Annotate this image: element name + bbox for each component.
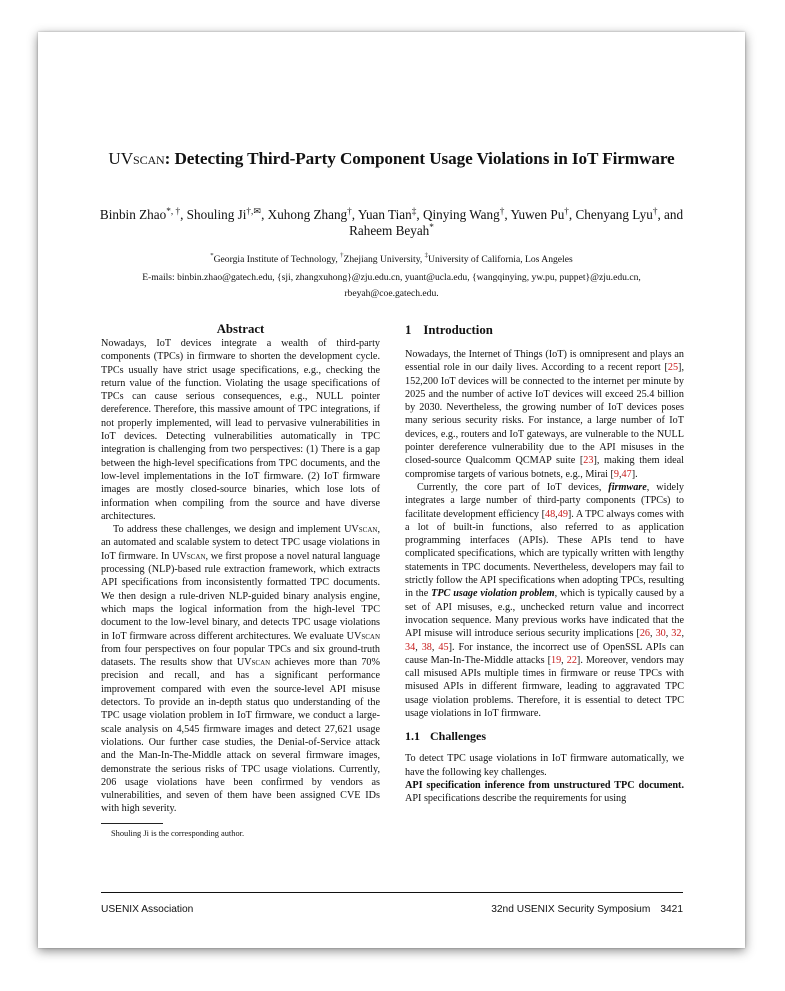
paper-title: UVscan: Detecting Third-Party Component Usage Violations in IoT Firmware <box>108 149 675 168</box>
right-column <box>405 322 684 806</box>
subsection-heading: 1.1 Challenges <box>405 729 487 744</box>
citation-link[interactable]: 47 <box>621 468 632 480</box>
author-affiliation-mark: † <box>347 206 352 216</box>
author-name: Qinying Wang <box>422 207 500 222</box>
page-number: 3421 <box>660 904 683 915</box>
author-affiliation-mark: † <box>652 206 658 216</box>
citation-link[interactable]: 30 <box>655 628 666 640</box>
abstract-paragraph: Nowadays, IoT devices integrate a wealth of third-party components (TPCs) in firmware to shorten the development cycle. TPCs usually have strict usage specifications, e.g., checking the return value of the function. Violating the usage specifications of TPCs can cause serious consequences, e.g., NULL pointer dereference. Therefore, this massive amount of TPC integrations, if not properly implemented, will lead to pervasive vulnerabilities in IoT devices. Detecting vulnerabilities automatically in TPC integration is challenging from two perspectives: (1) There is a gap between the high-level specifications from TPC documents, and the low-level implementations in the IoT firmware. (2) IoT firmware images are mostly closed-source binaries, which lose lots of information when compiling from the source and have diverse architectures. <box>101 338 380 522</box>
footer-divider <box>101 892 683 893</box>
citation-link[interactable]: 45 <box>438 641 449 653</box>
citation-link[interactable]: 25 <box>667 362 679 374</box>
author-affiliation-mark: *, † <box>166 206 181 216</box>
challenges-paragraph: To detect TPC usage violations in IoT firmware automatically, we have the following key challenges. <box>405 753 684 778</box>
affiliation-name: Zhejiang University, <box>343 254 425 265</box>
author-affiliation-mark: † <box>564 206 569 216</box>
citation-link[interactable]: 34 <box>405 641 416 653</box>
footer-conference: 32nd USENIX Security Symposium 3421 <box>491 904 683 915</box>
emails-line: E-mails: binbin.zhao@gatech.edu, {sji, zhangxuhong}@zju.edu.cn, yuant@ucla.edu, {wangqinying, yw.pu, puppet}@zju.edu.cn, <box>142 272 641 283</box>
author-affiliation-mark: †,✉ <box>246 206 262 216</box>
citation-link[interactable]: 26 <box>639 628 651 640</box>
footnote: Shouling Ji is the corresponding author. <box>111 828 245 838</box>
author-name: Chenyang Lyu <box>575 207 653 222</box>
author-name: Xuhong Zhang <box>267 207 348 222</box>
author-affiliation-mark: † <box>499 206 505 216</box>
citation-link[interactable]: 22 <box>566 654 577 666</box>
affiliations: *Georgia Institute of Technology, †Zhejiang University, ‡University of California, Los Angeles <box>210 252 573 265</box>
citation-link[interactable]: 23 <box>583 455 594 467</box>
author-name: Binbin Zhao <box>99 207 167 222</box>
author-emails <box>78 270 705 302</box>
author-affiliation-mark: ‡ <box>411 206 417 216</box>
challenges-paragraph: API specification inference from unstructured TPC document. API specifications describe the requirements for using <box>405 779 684 805</box>
citation-link[interactable]: 9 <box>613 468 619 480</box>
intro-paragraph: Currently, the core part of IoT devices, firmware, widely integrates a large number of third-party components (TPCs) to facilitate development efficiency [48,49]. A TPC always comes with a lot of built-in functions, also referred to as application programming interfaces (APIs). These APIs tend to have complicated specifications, which are typically written with lengthy statements in TPC documents. Nevertheless, developers may fail to strictly follow the API specifications when adopting TPCs, resulting in the TPC usage violation problem, which is typically caused by a set of API misuses, e.g., unchecked return value and incorrect invocation sequence. Many previous works have indicated that the API misuse will introduce serious security implications [26, 30, 32, 34, 38, 45]. For instance, the incorrect use of OpenSSL APIs can cause Man-In-The-Middle attacks [19, 22]. Moreover, vendors may call misused APIs multiple times in firmware or reuse TPCs with misused APIs in different firmware, leading to aggravated TPC usage violation problems. Therefore, it is essential to detect TPC usage violations in IoT firmware. <box>405 481 685 720</box>
citation-link[interactable]: 48 <box>544 508 556 520</box>
citation-link[interactable]: 19 <box>550 654 562 666</box>
left-column <box>101 321 380 840</box>
author-name: Yuan Tian <box>357 207 412 222</box>
citation-link[interactable]: 38 <box>421 641 432 653</box>
citation-link[interactable]: 32 <box>671 628 682 640</box>
section-heading: 1 Introduction <box>405 323 493 337</box>
citation-link[interactable]: 49 <box>557 508 568 520</box>
paper-page <box>38 32 745 948</box>
abstract-paragraph: To address these challenges, we design and implement UVscan, an automated and scalable system to detect TPC usage violations in IoT firmware. In UVscan, we first propose a novel natural language processing (NLP)-based rule extraction framework, which extracts API specifications from inconsistently formatted TPC documents. We then design a rule-driven NLP-guided binary analysis engine, which maps the logical information from the high-level TPC document to the low-level binary, and detects TPC usage violations in IoT firmware across different architectures. We evaluate UVscan from four perspectives on four popular TPCs and six ground-truth datasets. The results show that UVscan achieves more than 70% precision and recall, and has a significant performance improvement compared with even the source-level API misuse detectors. To provide an in-depth status quo understanding of the TPC usage violation problem in IoT firmware, we conduct a large-scale analysis on 4,545 firmware images and detect 27,621 usage violations. Our further case studies, the Denial-of-Service attack and the Man-In-The-Middle attack on several firmware images, demonstrate the serious risks of TPC usage violations. Currently, 206 usage violations have been confirmed by vendors as vulnerabilities, and seven of them have been assigned CVE IDs with high severity. <box>101 524 380 815</box>
author-name: Raheem Beyah <box>349 223 430 238</box>
intro-paragraph: Nowadays, the Internet of Things (IoT) is omnipresent and plays an essential role in our daily lives. According to a recent report [25], 152,200 IoT devices will be connected to the internet per minute by 2025 and the number of active IoT devices will exceed 25.4 billion by 2030. Nevertheless, the growing number of IoT devices poses many serious security risks. For instance, a large number of IoT devices, e.g., routers and IoT gateways, are vulnerable to the NULL pointer dereference vulnerability due to the API misuses in the closed-source Qualcomm QCMAP suite [23], making them ideal compromise targets of various botnets, e.g., Mirai [9,47]. <box>405 349 684 480</box>
affiliation-name: University of California, Los Angeles <box>428 254 573 265</box>
affiliation-name: Georgia Institute of Technology, <box>213 254 341 265</box>
emails-line: rbeyah@coe.gatech.edu. <box>344 288 439 299</box>
system-name: UVscan <box>108 149 165 168</box>
author-list: Binbin Zhao*, †, Shouling Ji†,✉, Xuhong Zhang†, Yuan Tian‡, Qinying Wang†, Yuwen Pu†, Chenyang Lyu†, and Raheem Beyah* <box>99 206 684 238</box>
author-affiliation-mark: * <box>429 222 434 232</box>
author-name: Shouling Ji <box>186 207 247 222</box>
footnote-divider <box>101 823 163 824</box>
footer-venue: USENIX Association <box>101 904 194 915</box>
abstract-heading: Abstract <box>216 322 265 336</box>
author-name: Yuwen Pu <box>510 207 565 222</box>
